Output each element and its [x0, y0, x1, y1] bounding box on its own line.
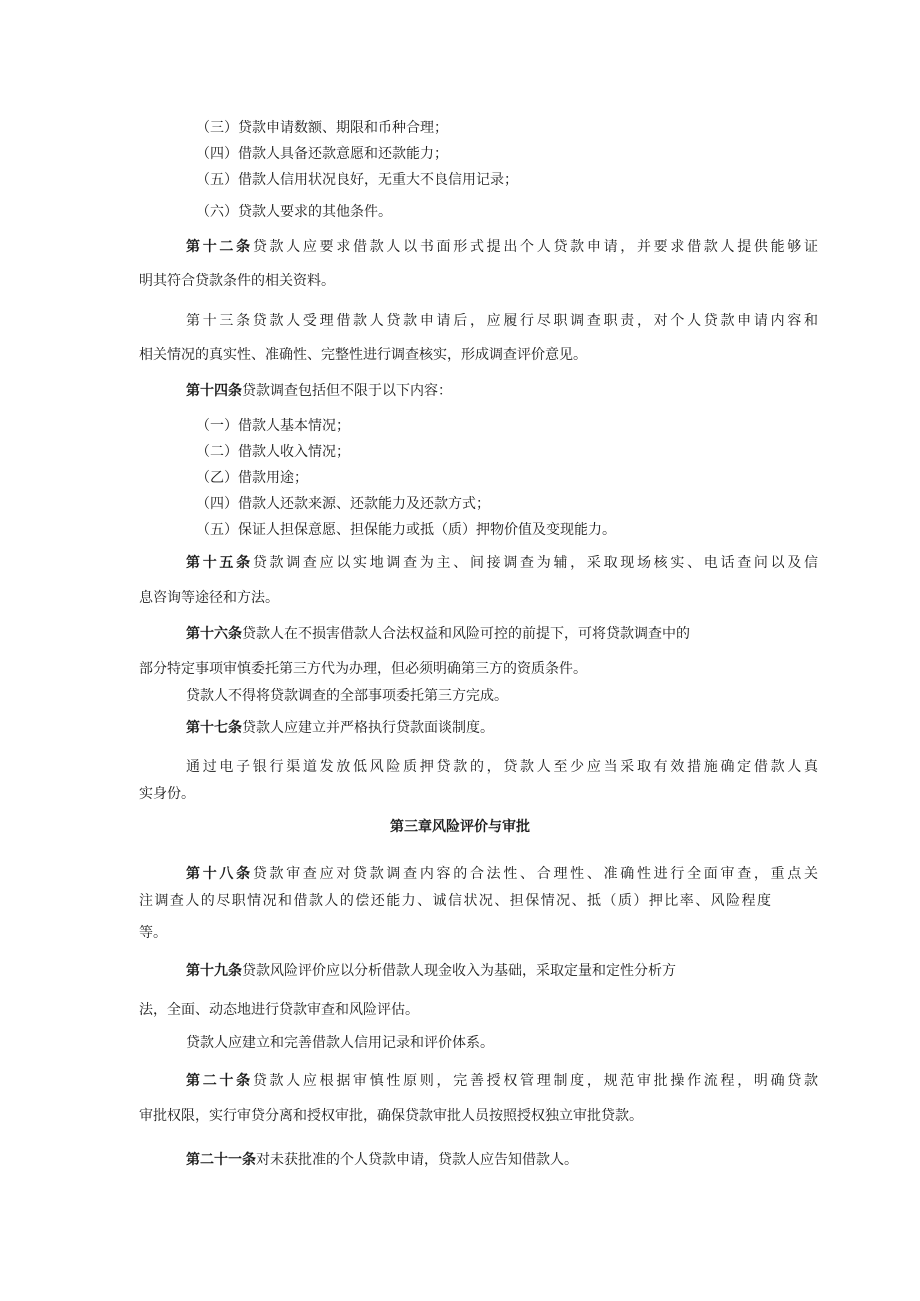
list-item: （二）借款人收入情况； — [196, 444, 350, 460]
article-17: 第十七条贷款人应建立并严格执行贷款面谈制度。 — [186, 720, 494, 736]
paragraph-line: 审批权限，实行审贷分离和授权审批，确保贷款审批人员按照授权独立审批贷款。 — [139, 1108, 643, 1124]
paragraph-line: 实身份。 — [139, 786, 195, 802]
article-heading: 第十八条 — [186, 866, 253, 882]
article-16: 第十六条贷款人在不损害借款人合法权益和风险可控的前提下，可将贷款调查中的 — [186, 626, 690, 642]
list-item: （乙）借款用途； — [196, 470, 308, 486]
list-item: （五）保证人担保意愿、担保能力或抵（质）押物价值及变现能力。 — [196, 522, 616, 538]
article-13: 第十三条贷款人受理借款人贷款申请后，应履行尽职调查职责，对个人贷款申请内容和 — [186, 313, 818, 329]
article-heading: 第二十条 — [186, 1073, 253, 1089]
paragraph-line: 注调查人的尽职情况和借款人的偿还能力、诚信状况、担保情况、抵（质）押比率、风险程度 — [139, 893, 771, 909]
paragraph-line: 通过电子银行渠道发放低风险质押贷款的，贷款人至少应当采取有效措施确定借款人真 — [186, 759, 818, 775]
list-item: （四）借款人具备还款意愿和还款能力； — [196, 146, 448, 162]
list-item: （四）借款人还款来源、还款能力及还款方式； — [196, 496, 490, 512]
article-12: 第十二条贷款人应要求借款人以书面形式提出个人贷款申请，并要求借款人提供能够证 — [186, 239, 818, 255]
paragraph-line: 相关情况的真实性、准确性、完整性进行调查核实，形成调查评价意见。 — [139, 347, 587, 363]
article-heading: 第十七条 — [186, 720, 242, 736]
article-21: 第二十一条对未获批准的个人贷款申请，贷款人应告知借款人。 — [186, 1152, 578, 1168]
paragraph-line: 明其符合贷款条件的相关资料。 — [139, 273, 335, 289]
article-heading: 第十二条 — [186, 239, 253, 255]
article-20: 第二十条贷款人应根据审慎性原则，完善授权管理制度，规范审批操作流程，明确贷款 — [186, 1073, 818, 1089]
list-item: （六）贷款人要求的其他条件。 — [196, 204, 392, 220]
article-heading: 第十九条 — [186, 963, 242, 979]
list-item: （一）借款人基本情况； — [196, 418, 350, 434]
paragraph-line: 法，全面、动态地进行贷款审查和风险评估。 — [139, 1002, 419, 1018]
list-item: （三）贷款申请数额、期限和币种合理； — [196, 120, 448, 136]
article-15: 第十五条贷款调查应以实地调查为主、间接调查为辅，采取现场核实、电话查问以及信 — [186, 555, 818, 571]
paragraph-line: 贷款人不得将贷款调查的全部事项委托第三方完成。 — [186, 688, 508, 704]
article-19: 第十九条贷款风险评价应以分析借款人现金收入为基础，采取定量和定性分析方 — [186, 963, 676, 979]
paragraph-line: 息咨询等途径和方法。 — [139, 590, 279, 606]
paragraph-line: 等。 — [139, 925, 167, 941]
paragraph-line: 贷款人应建立和完善借款人信用记录和评价体系。 — [186, 1035, 494, 1051]
list-item: （五）借款人信用状况良好，无重大不良信用记录； — [196, 172, 518, 188]
chapter-title: 第三章风险评价与审批 — [390, 819, 530, 835]
article-18: 第十八条贷款审查应对贷款调查内容的合法性、合理性、准确性进行全面审查，重点关 — [186, 866, 818, 882]
article-heading: 第十五条 — [186, 555, 253, 571]
article-heading: 第二十一条 — [186, 1152, 256, 1168]
article-heading: 第十四条 — [186, 383, 242, 399]
article-heading: 第十六条 — [186, 626, 242, 642]
paragraph-line: 部分特定事项审慎委托第三方代为办理，但必须明确第三方的资质条件。 — [139, 661, 587, 677]
article-14: 第十四条贷款调查包括但不限于以下内容： — [186, 383, 452, 399]
